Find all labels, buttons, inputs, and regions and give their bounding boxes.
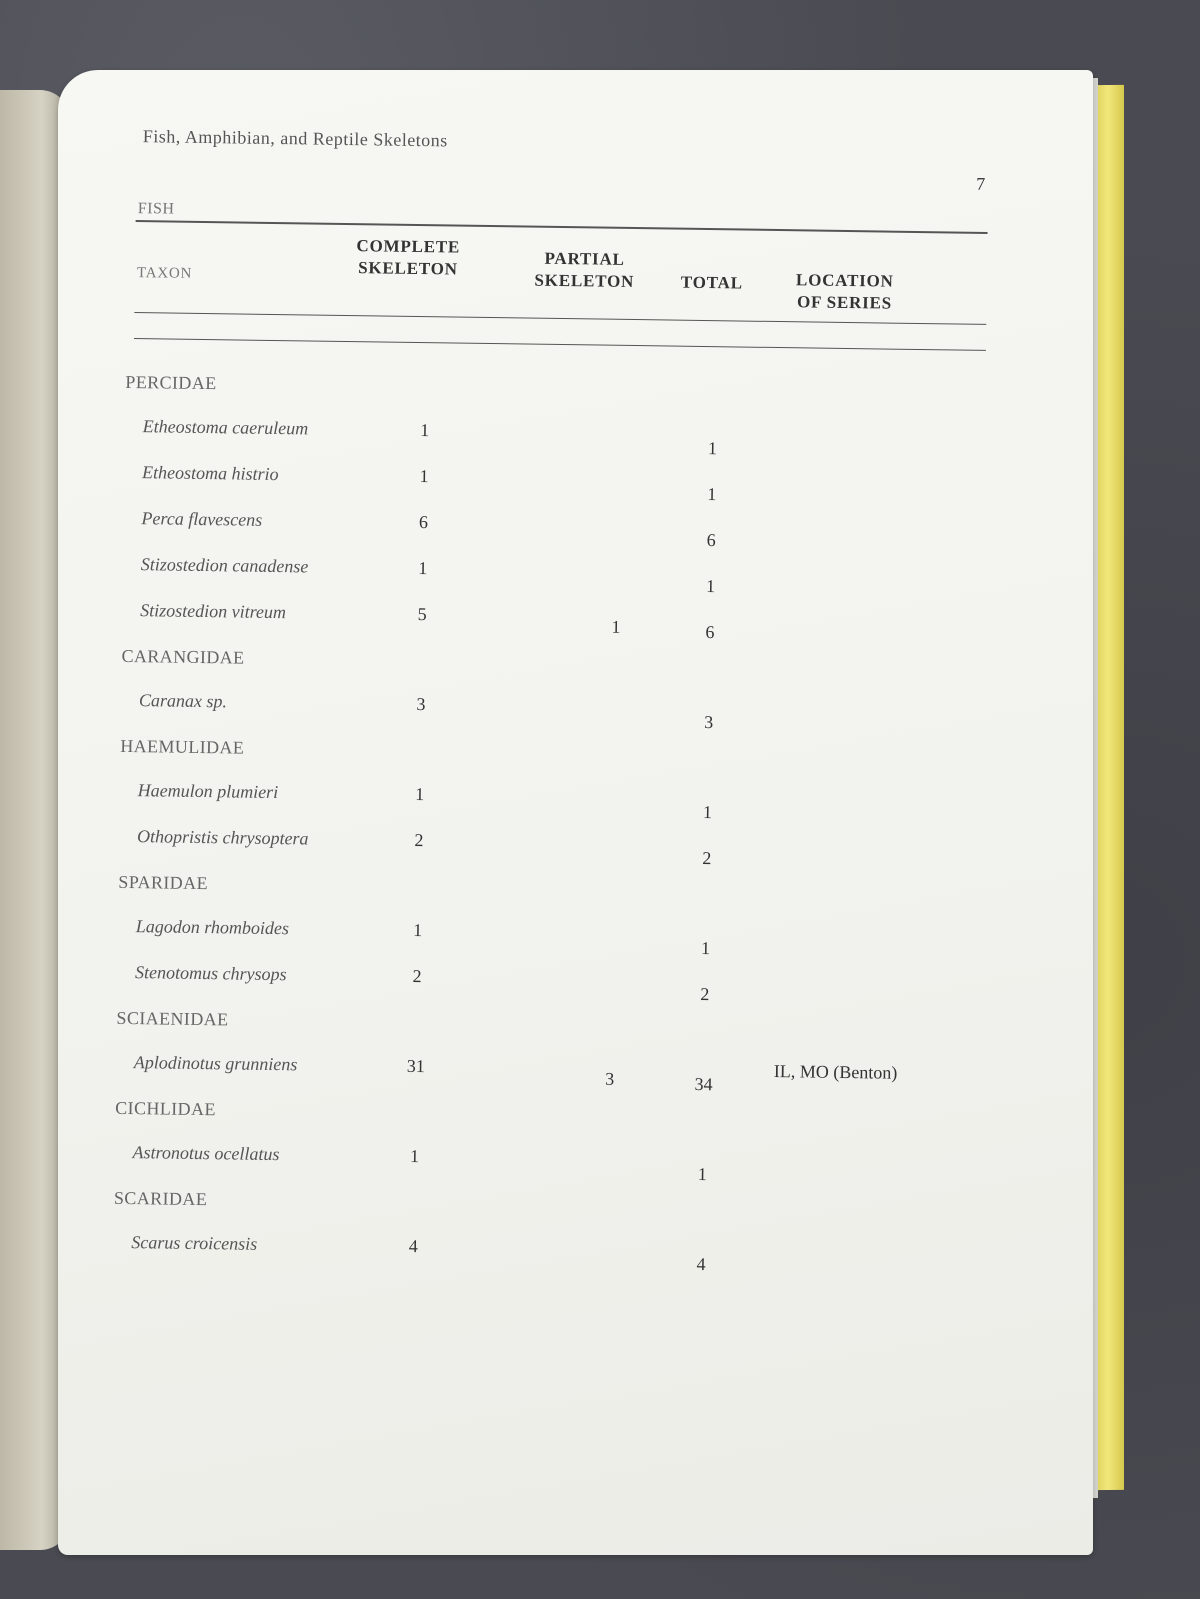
table-row xyxy=(62,461,1097,505)
header-location-line2: OF SERIES xyxy=(796,292,893,313)
partial-skeleton-count xyxy=(594,797,634,798)
species-name: Stizostedion vitreum xyxy=(140,600,287,623)
total-count: 1 xyxy=(705,576,716,597)
species-name: Caranax sp. xyxy=(138,690,228,712)
partial-skeleton-count xyxy=(591,978,631,979)
partial-skeleton-count: 1 xyxy=(611,616,621,637)
table-row xyxy=(57,779,1092,823)
complete-skeleton-count: 1 xyxy=(413,919,423,941)
complete-skeleton-count: 1 xyxy=(419,466,429,487)
table-row xyxy=(52,1141,1087,1185)
species-name: Etheostoma caeruleum xyxy=(142,416,309,439)
complete-skeleton-count: 31 xyxy=(406,1055,425,1077)
partial-skeleton-count xyxy=(599,433,639,434)
top-rule xyxy=(136,220,988,234)
table-row xyxy=(51,1231,1086,1275)
total-count: 1 xyxy=(697,1163,708,1185)
running-head: Fish, Amphibian, and Reptile Skeletons xyxy=(142,126,448,151)
table-row xyxy=(57,825,1092,869)
table-row xyxy=(59,689,1094,733)
location-of-series: IL, MO (Benton) xyxy=(773,1061,898,1083)
header-complete-line1: COMPLETE xyxy=(356,236,461,257)
table-row xyxy=(60,599,1095,643)
partial-skeleton-count xyxy=(597,571,637,572)
complete-skeleton-count: 1 xyxy=(415,784,425,805)
complete-skeleton-count: 2 xyxy=(414,830,424,851)
complete-skeleton-count: 6 xyxy=(418,512,429,533)
family-name: SPARIDAE xyxy=(118,871,209,894)
family-row xyxy=(56,871,1091,915)
header-location-of-series xyxy=(784,269,905,315)
family-row xyxy=(59,645,1094,689)
total-count: 1 xyxy=(700,938,711,959)
header-partial-skeleton xyxy=(527,248,643,294)
complete-skeleton-count: 5 xyxy=(417,604,427,625)
species-name: Haemulon plumieri xyxy=(137,780,279,803)
total-count: 1 xyxy=(702,802,713,823)
table-row xyxy=(55,961,1090,1005)
header-complete-skeleton xyxy=(343,235,474,281)
species-name: Scarus croicensis xyxy=(131,1232,258,1254)
partial-skeleton-count xyxy=(597,525,637,526)
partial-skeleton-count xyxy=(589,1158,629,1159)
total-count: 6 xyxy=(705,622,715,643)
header-partial-line1: PARTIAL xyxy=(544,248,625,269)
partial-skeleton-count xyxy=(595,707,635,708)
species-name: Etheostoma histrio xyxy=(141,462,279,485)
partial-skeleton-count xyxy=(598,479,638,480)
total-count: 3 xyxy=(704,712,714,733)
partial-skeleton-count xyxy=(587,1248,627,1249)
family-name: SCARIDAE xyxy=(113,1187,208,1210)
table-row xyxy=(56,915,1091,959)
complete-skeleton-count: 3 xyxy=(416,694,426,715)
header-taxon: TAXON xyxy=(136,265,193,282)
complete-skeleton-count: 1 xyxy=(409,1145,420,1167)
header-partial-line2: SKELETON xyxy=(534,270,635,292)
family-name: HAEMULIDAE xyxy=(120,735,245,758)
header-complete-line2: SKELETON xyxy=(358,258,458,279)
species-name: Stenotomus chrysops xyxy=(134,962,287,985)
header-total: TOTAL xyxy=(680,272,743,293)
table-row xyxy=(61,507,1096,551)
family-row xyxy=(53,1097,1088,1141)
total-count: 34 xyxy=(694,1073,713,1095)
family-name: SCIAENIDAE xyxy=(116,1007,229,1030)
header-rule-lower xyxy=(134,338,986,351)
total-count: 1 xyxy=(707,438,718,459)
family-row xyxy=(63,371,1098,415)
family-row xyxy=(52,1187,1087,1231)
family-name: PERCIDAE xyxy=(125,371,217,394)
family-name: CICHLIDAE xyxy=(115,1097,216,1120)
complete-skeleton-count: 2 xyxy=(412,965,422,987)
document-page xyxy=(58,70,1093,1555)
species-name: Astronotus ocellatus xyxy=(132,1142,280,1165)
partial-skeleton-count xyxy=(592,932,632,933)
species-name: Othopristis chrysoptera xyxy=(136,826,309,849)
table-row xyxy=(61,553,1096,597)
species-name: Aplodinotus grunniens xyxy=(133,1052,298,1075)
partial-skeleton-count xyxy=(593,842,633,843)
family-row xyxy=(58,735,1093,779)
species-name: Perca flavescens xyxy=(141,508,263,530)
total-count: 6 xyxy=(706,530,716,551)
species-name: Lagodon rhomboides xyxy=(135,916,290,939)
total-count: 2 xyxy=(700,984,710,1005)
header-location-line1: LOCATION xyxy=(795,270,894,291)
section-label: FISH xyxy=(137,200,175,218)
partial-skeleton-count: 3 xyxy=(605,1068,615,1089)
page-content xyxy=(47,63,1103,1562)
family-name: CARANGIDAE xyxy=(121,645,245,668)
complete-skeleton-count: 4 xyxy=(408,1235,418,1257)
complete-skeleton-count: 1 xyxy=(420,420,430,441)
family-row xyxy=(54,1007,1089,1051)
table-row xyxy=(54,1051,1089,1095)
table-row xyxy=(62,415,1097,459)
total-count: 4 xyxy=(696,1253,706,1275)
species-name: Stizostedion canadense xyxy=(140,554,309,577)
page-number: 7 xyxy=(976,173,986,194)
total-count: 1 xyxy=(707,484,717,505)
total-count: 2 xyxy=(702,848,712,869)
complete-skeleton-count: 1 xyxy=(418,558,428,579)
